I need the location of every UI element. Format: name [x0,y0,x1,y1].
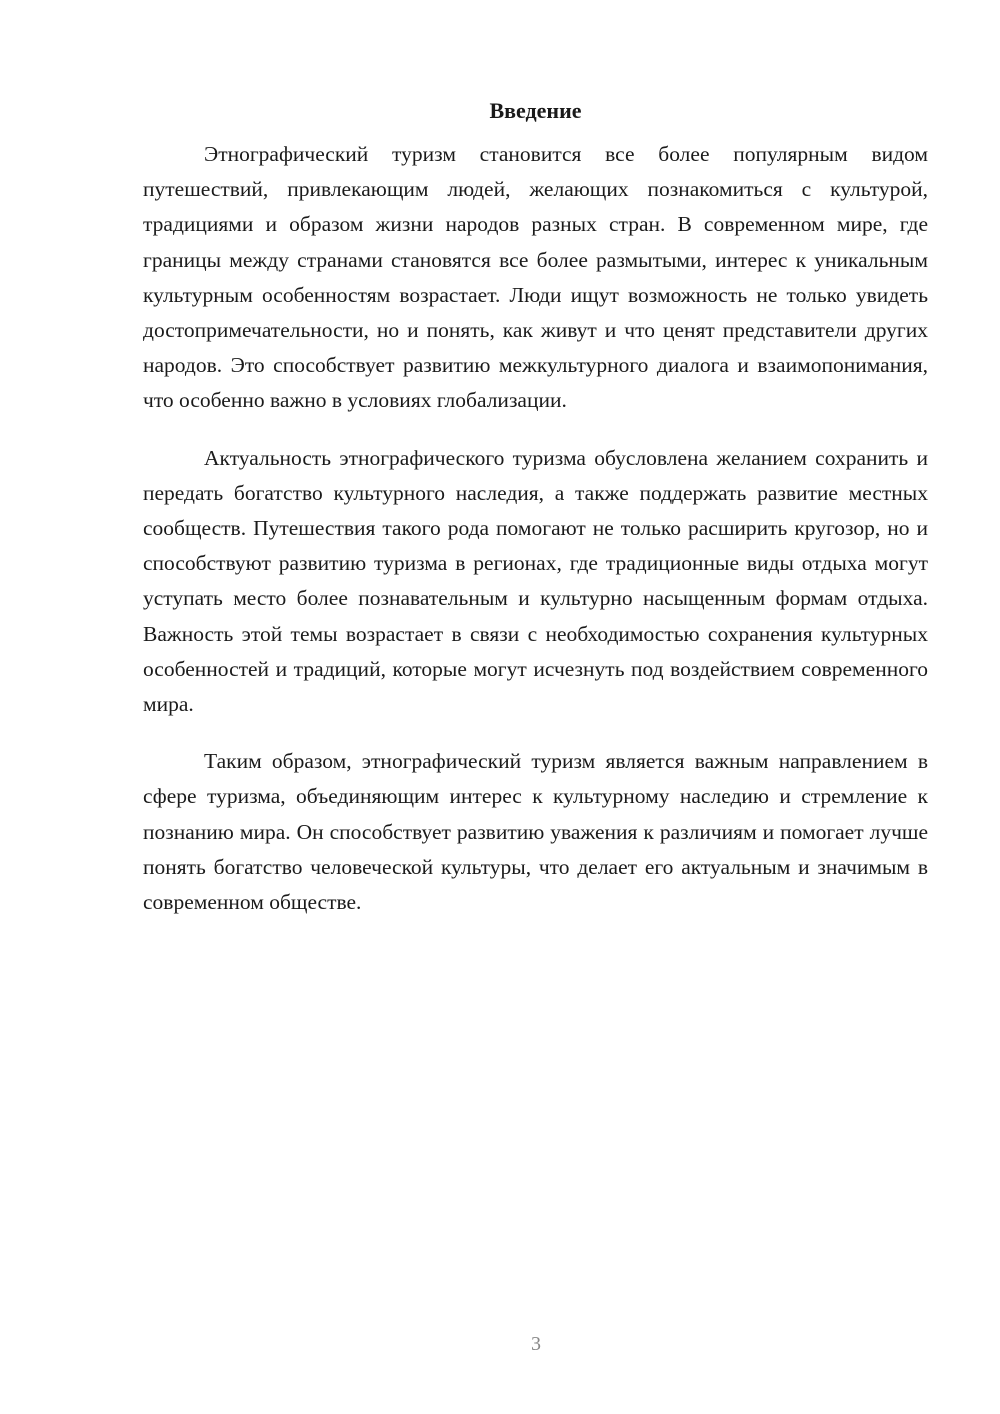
document-page [143,95,928,920]
page-number: 3 [531,1333,541,1355]
paragraph-1: Этнографический туризм становится все более популярным видом путешествий, привлекающим людей, желающих познакомиться с культурой, традициями и образом жизни народов разных стран. В современном мире, где границы между странами становятся все более размытыми, интерес к уникальным культурным особенностям возрастает. Люди ищут возможность не только увидеть достопримечательности, но и понять, как живут и что ценят представители других народов. Это способствует развитию межкультурного диалога и взаимопонимания, что особенно важно в условиях глобализации. [143,142,928,413]
paragraph-3: Таким образом, этнографический туризм является важным направлением в сфере туризма, объединяющим интерес к культурному наследию и стремление к познанию мира. Он способствует развитию уважения к различиям и помогает лучше понять богатство человеческой культуры, что делает его актуальным и значимым в современном обществе. [143,749,928,915]
paragraph-2: Актуальность этнографического туризма обусловлена желанием сохранить и передать богатство культурного наследия, а также поддержать развитие местных сообществ. Путешествия такого рода помогают не только расширить кругозор, но и способствуют развитию туризма в регионах, где традиционные виды отдыха могут уступать место более познавательным и культурно насыщенным формам отдыха. Важность этой темы возрастает в связи с необходимостью сохранения культурных особенностей и традиций, которые могут исчезнуть под воздействием современного мира. [143,445,928,717]
section-heading: Введение [489,98,582,123]
